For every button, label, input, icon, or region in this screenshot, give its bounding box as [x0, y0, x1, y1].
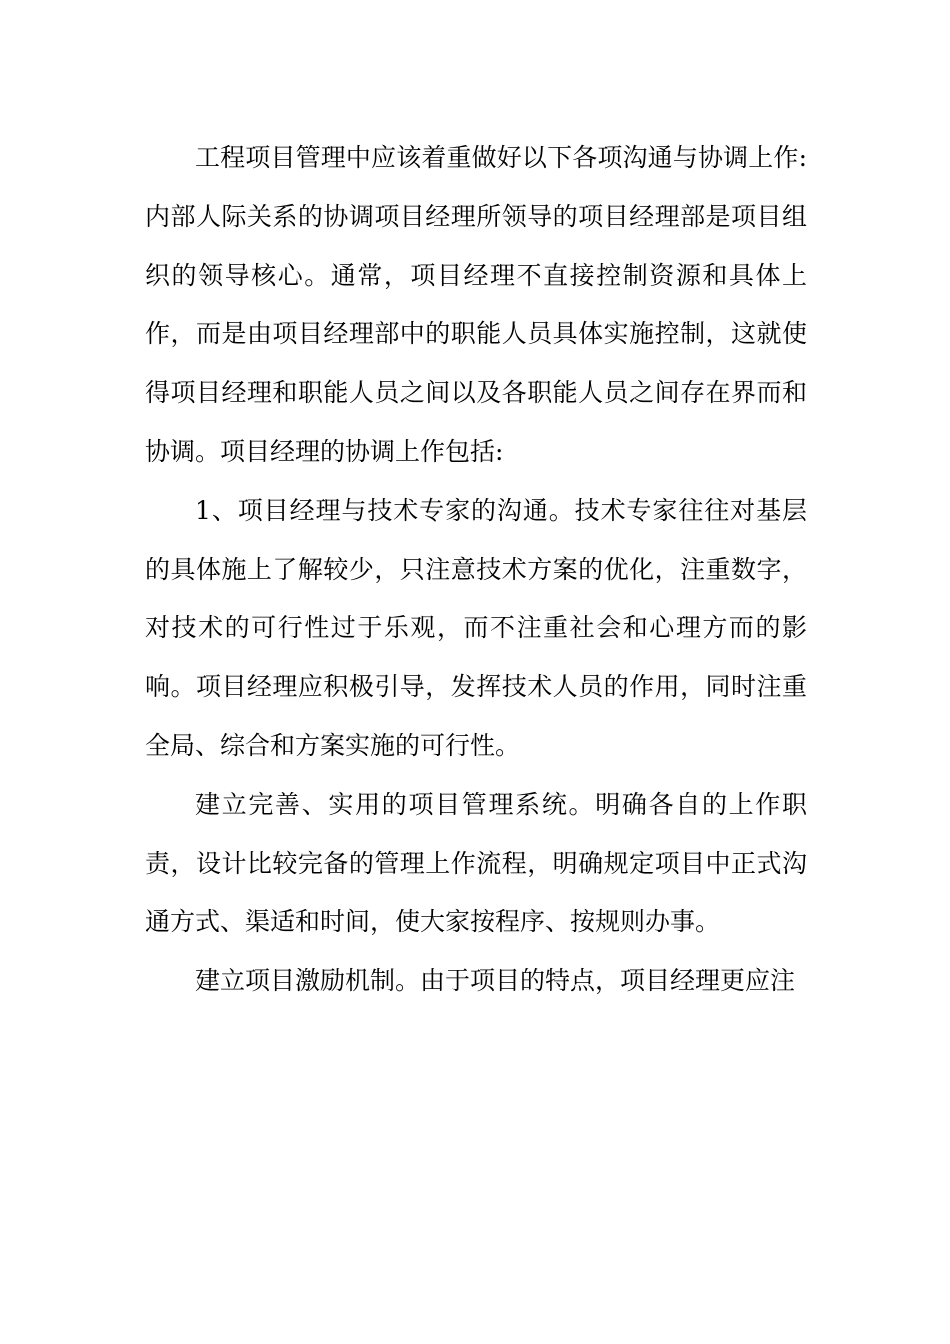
paragraph-management-system: 建立完善、实用的项目管理系统。明确各自的上作职责，设计比较完备的管理上作流程，明确规定项目中正式沟通方式、渠适和时间，使大家按程序、按规则办事。 — [145, 789, 807, 937]
paragraph-communication-coordination: 工程项目管理中应该着重做好以下各项沟通与协调上作:内部人际关系的协调项目经理所领导的项目经理部是项目组织的领导核心。通常，项目经理不直接控制资源和具体上作，而是由项目经理部中的职能人员具体实施控制，这就使得项目经理和职能人员之间以及各职能人员之间存在界而和协调。项目经理的协调上作包括: — [145, 143, 807, 466]
paragraph-technical-experts: 1、项目经理与技术专家的沟通。技术专家往往对基层的具体施上了解较少，只注意技术方案的优化，注重数字，对技术的可行性过于乐观，而不注重社会和心理方而的影响。项目经理应积极引导，发挥技术人员的作用，同时注重全局、综合和方案实施的可行性。 — [145, 495, 807, 760]
document-body — [145, 129, 807, 1011]
paragraph-incentive-mechanism: 建立项目激励机制。由于项目的特点，项目经理更应注 — [195, 966, 796, 996]
